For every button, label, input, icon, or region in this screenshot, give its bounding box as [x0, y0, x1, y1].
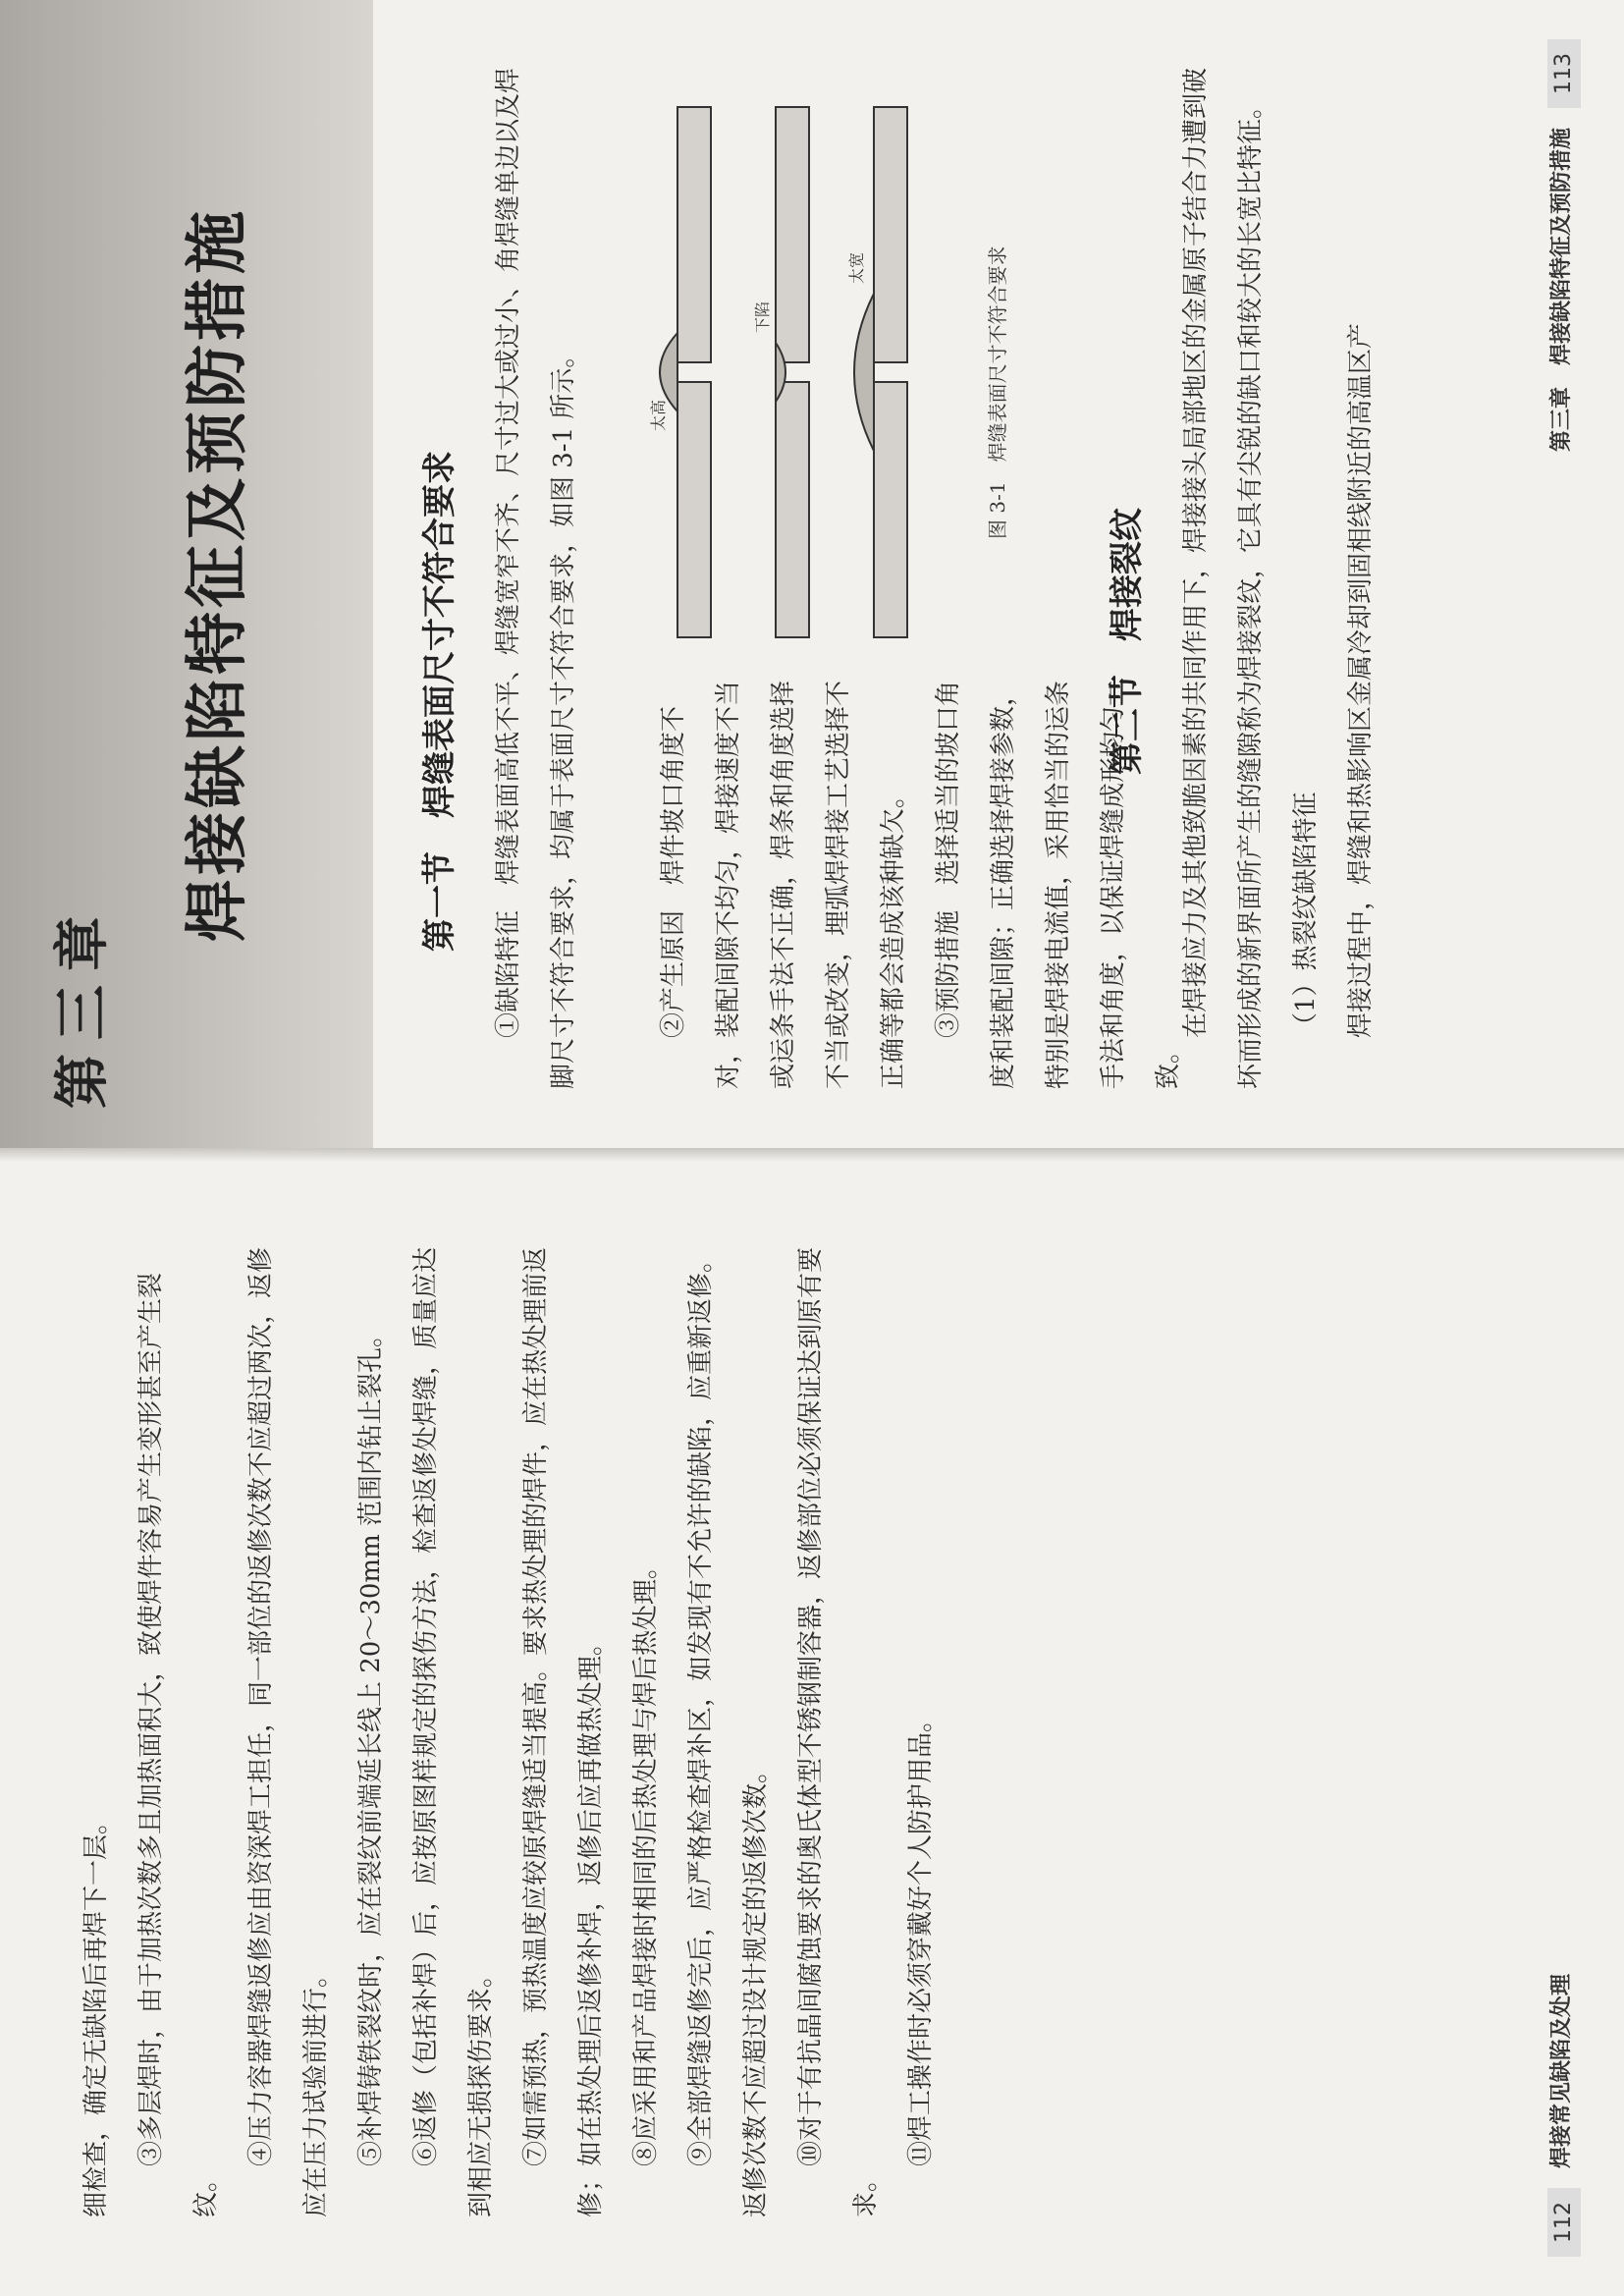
paragraph: ①缺陷特征 焊缝表面高低不平、焊缝宽窄不齐、尺寸过大或过小、角焊缝单边以及焊脚尺寸不符合要求，均属于表面尺寸不符合要求，如图 3-1 所示。 [494, 67, 578, 1089]
paragraph: 细检查，确定无缺陷后再焊下一层。 [81, 1808, 111, 2217]
label-too-high: 太高 [649, 399, 668, 431]
page-number: 112 [1547, 2188, 1581, 2257]
weld-profile-diagram [648, 68, 972, 657]
paragraph: ⑪焊工操作时必须穿戴好个人防护用品。 [906, 1706, 936, 2166]
section-1-text [481, 68, 591, 1089]
paragraph: 在焊接应力及其他致脆因素的共同作用下，焊接接头局部地区的金属原子结合力遭到破坏而形成的新界面所产生的缝隙称为焊接裂纹，它具有尖锐的缺口和较大的长宽比特征。 [1181, 67, 1266, 1089]
chapter-label: 第三章 [51, 902, 115, 1109]
left-body-text [69, 1226, 948, 2217]
left-page [0, 1148, 1624, 2296]
paragraph: ③预防措施 选择适当的坡口角度和装配间隙；正确选择焊接参数，特别是焊接电流值，采用恰当的运条手法和角度，以保证焊缝成形均匀一致。 [934, 680, 1183, 1089]
paragraph: ⑩对于有抗晶间腐蚀要求的奥氏体型不锈钢制容器，返修部位必须保证达到原有要求。 [796, 1246, 881, 2217]
paragraph: ⑤补焊铸铁裂纹时，应在裂纹前端延长线上 20～30mm 范围内钻止裂孔。 [356, 1321, 386, 2166]
label-too-wide: 太宽 [847, 251, 866, 284]
paragraph: ④压力容器焊缝返修应由资深焊工担任，同一部位的返修次数不应超过两次，返修应在压力试验前进行。 [246, 1246, 331, 2217]
paragraph: ⑨全部焊缝返修完后，应严格检查焊补区，如发现有不允许的缺陷，应重新返修。返修次数不应超过设计规定的返修次数。 [686, 1246, 771, 2217]
figure-caption: 图 3-1 焊缝表面尺寸不符合要求 [986, 246, 1009, 539]
section-2-text [1168, 68, 1388, 1089]
running-head: 焊接常见缺陷及处理 [1549, 1973, 1574, 2168]
paragraph: ②产生原因 焊件坡口角度不对，装配间隙不均匀，焊接速度不当或运条手法不正确，焊条和角度选择不当或改变，埋弧焊焊接工艺选择不正确等都会造成该种缺欠。 [659, 680, 908, 1089]
chapter-title: 焊接缺陷特征及预防措施 [182, 207, 254, 942]
page-number: 113 [1547, 39, 1581, 108]
label-sunken: 下陷 [753, 301, 772, 333]
paragraph: ⑥返修（包括补焊）后，应按原图样规定的探伤方法，检查返修处焊缝，质量应达到相应无损探伤要求。 [411, 1246, 496, 2217]
paragraph: （1）热裂纹缺陷特征 [1291, 792, 1321, 1038]
paragraph: 焊接过程中，焊缝和热影响区金属冷却到固相线附近的高温区产 [1346, 322, 1376, 1038]
section-2-title: 第二节 焊接裂纹 [1108, 508, 1147, 775]
section-1-title: 第一节 焊缝表面尺寸不符合要求 [420, 451, 460, 952]
paragraph: ⑦如需预热，预热温度应较原焊缝适当提高。要求热处理的焊件，应在热处理前返修；如在热处理后返修补焊，返修后应再做热处理。 [521, 1246, 606, 2217]
paragraph: ⑧应采用和产品焊接时相同的后热处理与焊后热处理。 [631, 1553, 661, 2166]
figure-3-1 [648, 68, 1021, 657]
running-head: 第三章 焊接缺陷特征及预防措施 [1549, 128, 1574, 453]
paragraph: ③多层焊时，由于加热次数多且加热面积大，致使焊件容易产生变形甚至产生裂纹。 [136, 1272, 221, 2217]
chapter-header-band [0, 0, 373, 1148]
